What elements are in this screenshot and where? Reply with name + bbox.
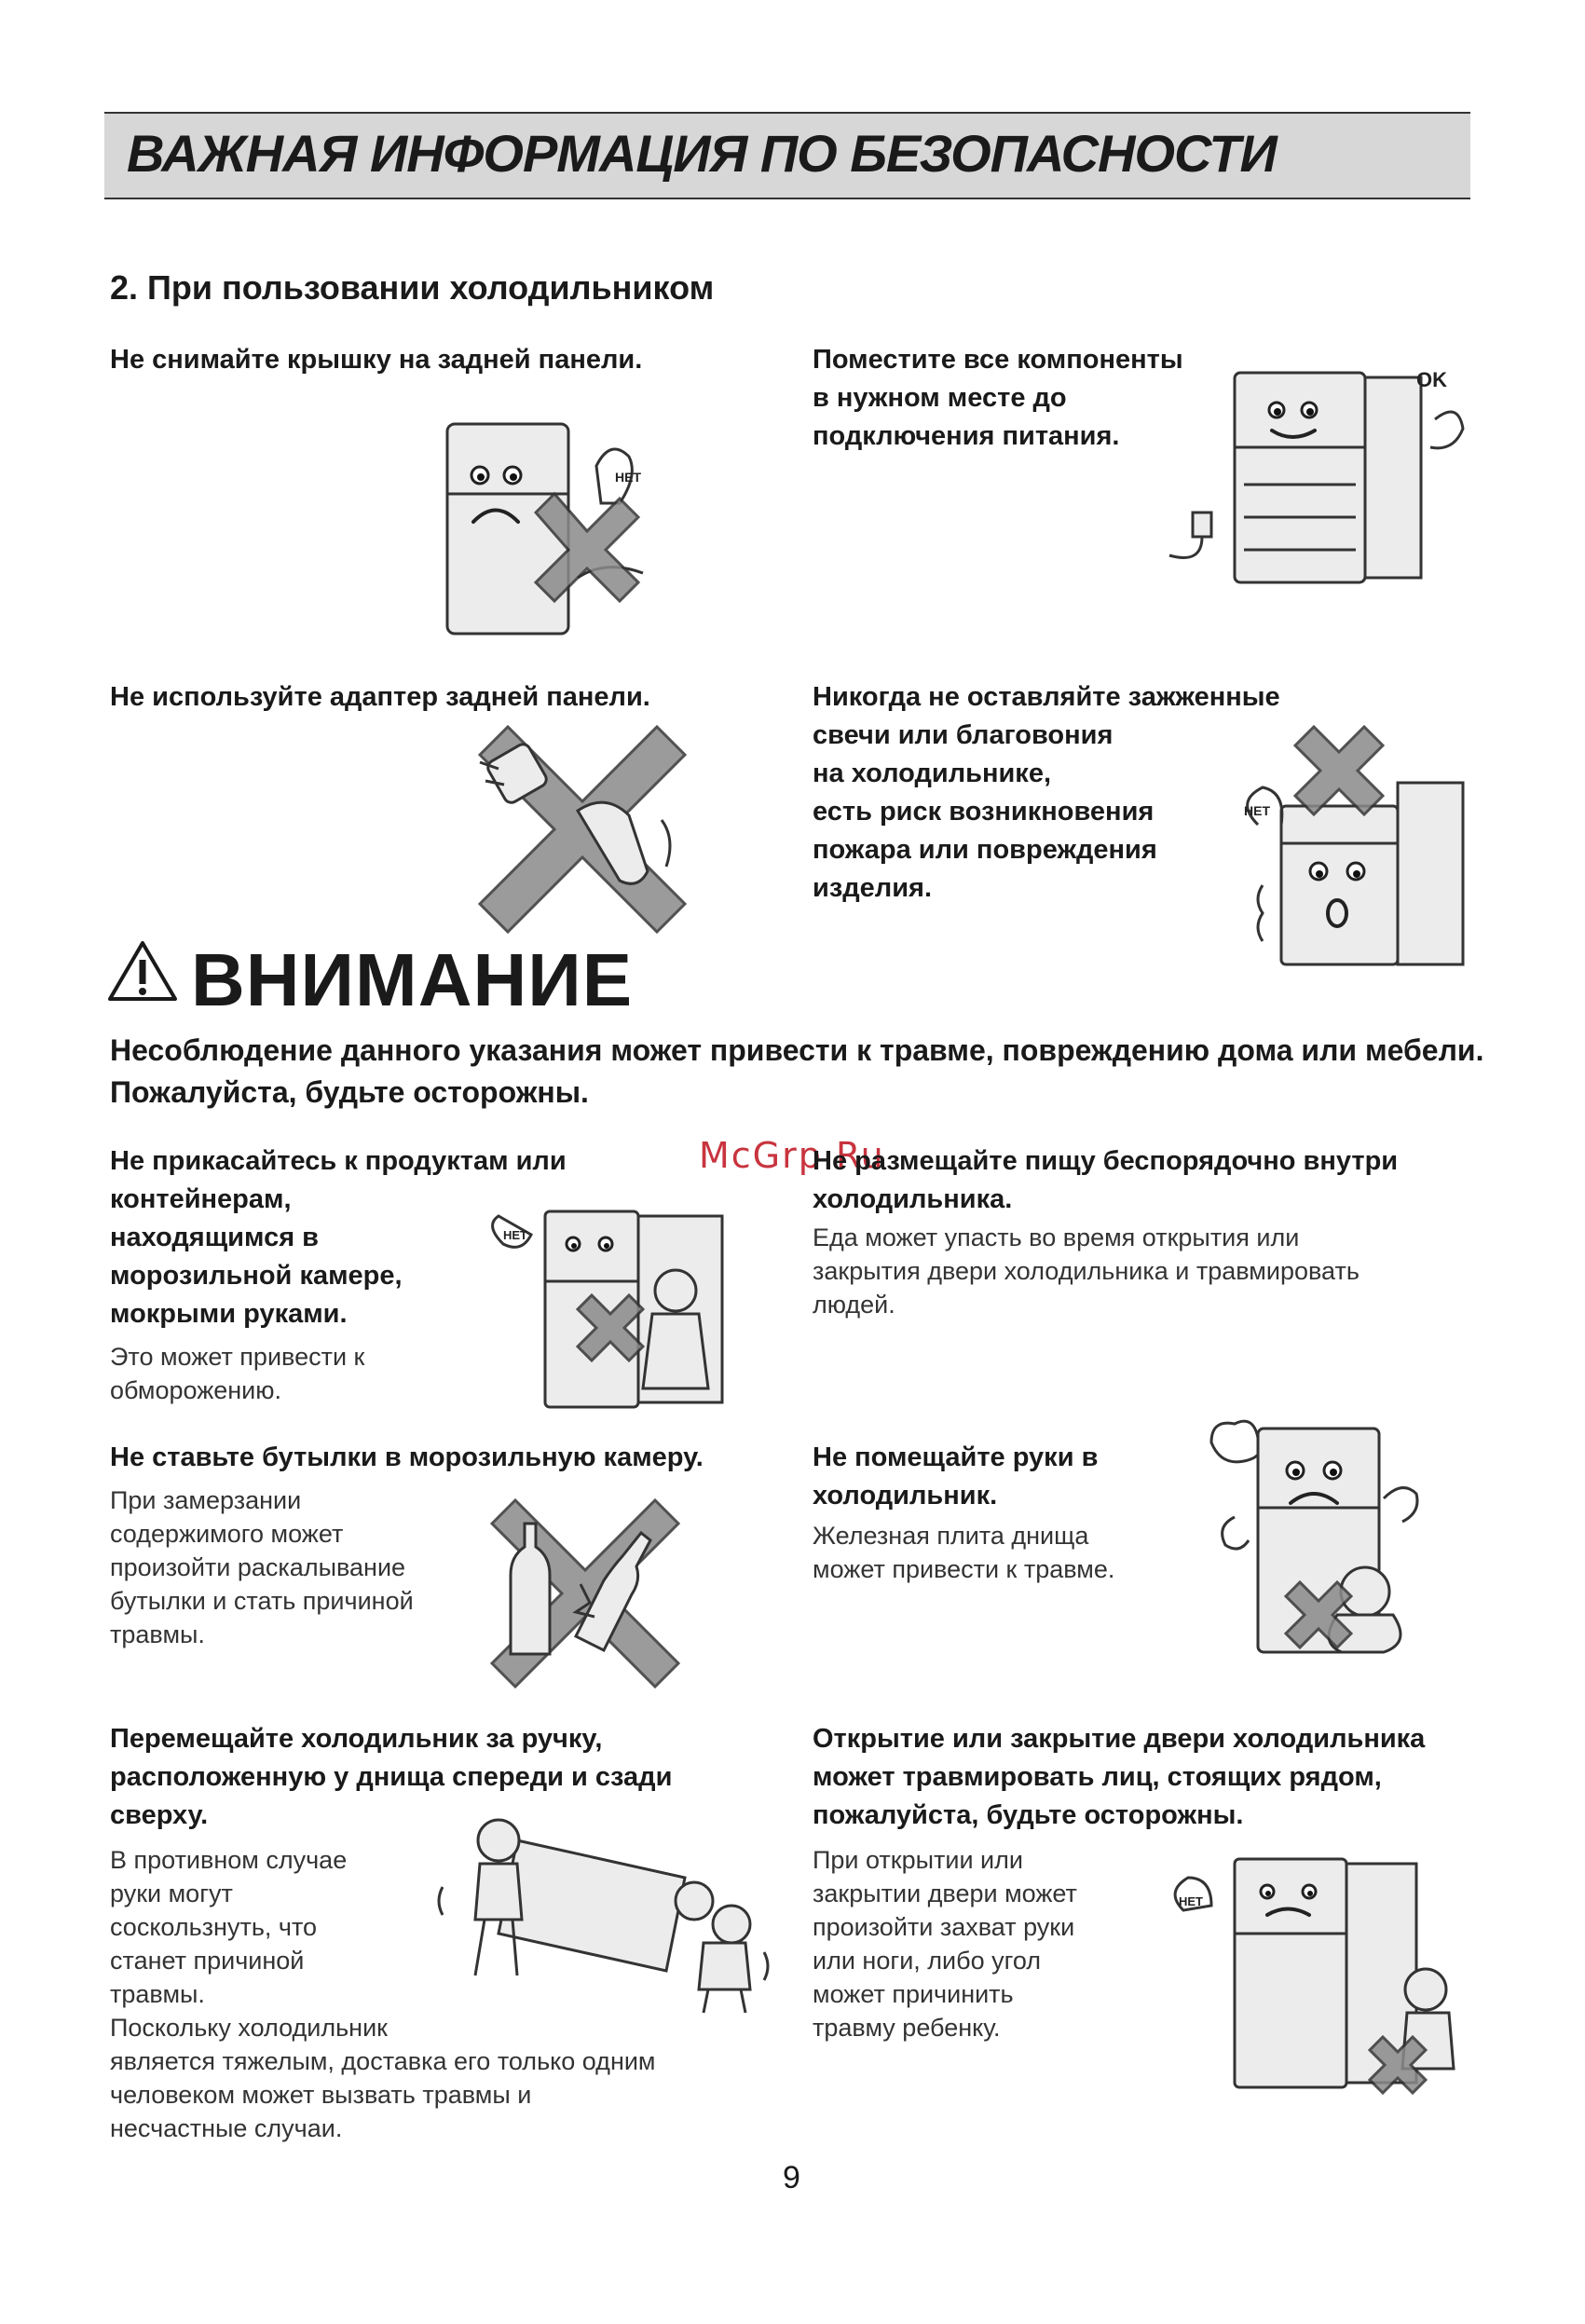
components-text: Поместите все компоненты в нужном месте до подключения питания. [813,345,1183,451]
door-title: Открытие или закрытие двери холодильника может травмировать лиц, стоящих рядом, пожалуйста, будьте осторожны. [813,1724,1426,1830]
candles-text: Никогда не оставляйте зажженные свечи или благовония на холодильнике, есть риск возникновения пожара или повреждения изделия. [813,682,1280,903]
move-illustration [433,1812,778,2017]
food-desc: Еда может упасть во время открытия или закрытия двери холодильника и травмировать людей. [813,1224,1360,1319]
door-illustration [1155,1845,1472,2097]
net-label: НЕТ [1244,803,1270,818]
caution-title: ВНИМАНИЕ [191,938,634,1021]
caution-description: Несоблюдение данного указания может привести к травме, повреждению дома или мебели. Пожалуйста, будьте осторожны. [110,1033,1484,1109]
net-label: НЕТ [503,1228,527,1242]
hands-desc: Железная плита днища может привести к травме. [813,1522,1115,1583]
rear-cover-text: Не снимайте крышку на задней панели. [110,345,643,375]
door-desc: При открытии или закрытии двери может произойти захват руки или ноги, либо угол может причинить травму ребенку. [813,1846,1077,2042]
adapter-illustration [471,718,694,923]
wet-hands-title: Не прикасайтесь к продуктам или контейнерам, находящимся в морозильной камере, мокрыми руками. [110,1146,567,1329]
rear-cover-illustration [419,382,699,643]
candles-illustration [1207,722,1468,974]
move-title: Перемещайте холодильник за ручку, расположенную у днища спереди и сзади сверху. [110,1724,673,1830]
warning-triangle-icon [107,939,178,1003]
components-illustration [1141,354,1477,596]
move-desc: В противном случае руки могут соскользнуть, что станет причиной травмы. Поскольку холодильник является тяжелым, доставка его только одним человеком может вызвать травмы и несчастные случаи. [110,1846,656,2142]
bottles-desc: При замерзании содержимого может произойти раскалывание бутылки и стать причиной травмы. [110,1486,414,1648]
net-label: НЕТ [1179,1894,1203,1908]
bottles-title: Не ставьте бутылки в морозильную камеру. [110,1442,704,1472]
wet-hands-illustration [461,1197,741,1421]
bottles-illustration [483,1491,688,1687]
net-label: НЕТ [615,470,641,485]
ok-label: OK [1416,368,1447,391]
hands-illustration [1197,1415,1440,1675]
watermark: McGrp.Ru [699,1135,885,1176]
section-title: 2. При пользовании холодильником [110,268,715,307]
adapter-text: Не используйте адаптер задней панели. [110,682,650,712]
page-title: ВАЖНАЯ ИНФОРМАЦИЯ ПО БЕЗОПАСНОСТИ [127,124,1277,183]
wet-hands-desc: Это может привести к обморожению. [110,1343,365,1404]
food-title: Не размещайте пищу беспорядочно внутри холодильника. [813,1146,1399,1214]
page-number: 9 [783,2160,800,2195]
hands-title: Не помещайте руки в холодильник. [813,1442,1099,1511]
